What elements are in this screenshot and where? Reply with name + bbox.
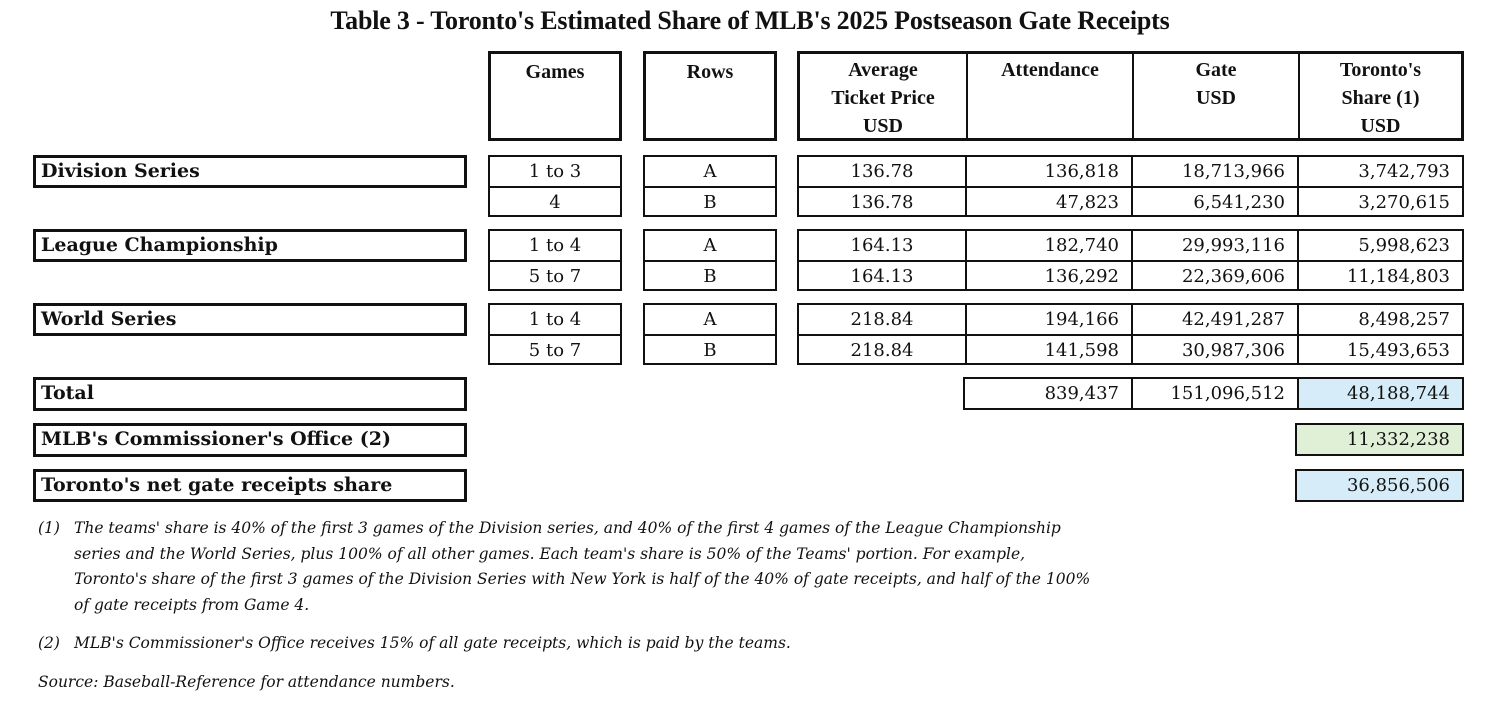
games-cell: 5 to 7 [528, 266, 582, 287]
header-avg-price-line1: Average [848, 59, 918, 81]
header-gate-line1: Gate [1195, 59, 1237, 81]
attendance-cell: 141,598 [1044, 340, 1119, 361]
table-row [799, 260, 1462, 289]
section-values-grid [797, 229, 1464, 291]
commissioner-label: MLB's Commissioner's Office (2) [41, 428, 391, 450]
avg-price-cell: 136.78 [850, 192, 914, 213]
header-share [1300, 54, 1461, 138]
section-rows-grid [643, 155, 777, 217]
games-cell: 1 to 4 [528, 309, 582, 330]
header-rows-label: Rows [686, 61, 734, 83]
table-row [645, 231, 775, 260]
header-attendance-label: Attendance [1001, 59, 1099, 81]
footnote-1 [38, 516, 1138, 618]
footnote-number: (2) [38, 634, 60, 652]
table-row [490, 334, 620, 363]
table-row [645, 334, 775, 363]
table-row [490, 305, 620, 334]
table-row [645, 260, 775, 289]
table-row [490, 231, 620, 260]
share-cell: 3,270,615 [1358, 192, 1450, 213]
games-cell: 4 [549, 192, 561, 213]
row-letter-cell: B [703, 340, 717, 361]
header-share-line1: Toronto's [1339, 59, 1422, 81]
commissioner-value: 11,332,238 [1346, 429, 1450, 450]
games-cell: 5 to 7 [528, 340, 582, 361]
section-values-grid [797, 155, 1464, 217]
section-games-grid [488, 155, 622, 217]
section-label-division-series [33, 155, 467, 188]
net-share-value-box [1295, 469, 1464, 502]
share-cell: 3,742,793 [1358, 161, 1450, 182]
table-row [645, 186, 775, 215]
header-avg-price-line3: USD [862, 115, 903, 137]
footnote-number: (1) [38, 519, 60, 537]
section-values-grid [797, 303, 1464, 365]
header-gate-line2: USD [1195, 87, 1236, 109]
attendance-cell: 47,823 [1056, 192, 1119, 213]
row-letter-cell: A [703, 161, 717, 182]
total-label: Total [41, 382, 94, 404]
row-letter-cell: A [703, 235, 717, 256]
gate-cell: 30,987,306 [1181, 340, 1285, 361]
header-share-line2: Share (1) [1341, 87, 1420, 109]
share-cell: 11,184,803 [1346, 266, 1450, 287]
row-letter-cell: B [703, 266, 717, 287]
total-values [963, 377, 1464, 410]
total-attendance: 839,437 [1044, 383, 1119, 404]
header-games [488, 51, 622, 141]
header-attendance [968, 54, 1134, 138]
table-row [799, 157, 1462, 186]
attendance-cell: 136,292 [1044, 266, 1119, 287]
total-share: 48,188,744 [1299, 379, 1462, 408]
attendance-cell: 136,818 [1044, 161, 1119, 182]
header-games-label: Games [525, 61, 585, 83]
gate-cell: 22,369,606 [1181, 266, 1285, 287]
games-cell: 1 to 3 [528, 161, 582, 182]
header-avg-price-line2: Ticket Price [831, 87, 935, 109]
table-row [490, 186, 620, 215]
attendance-cell: 182,740 [1044, 235, 1119, 256]
header-rows [643, 51, 777, 141]
section-rows-grid [643, 303, 777, 365]
header-values [797, 51, 1464, 141]
footnote-2 [38, 631, 1138, 657]
net-share-label-box [33, 469, 467, 502]
section-label-text: League Championship [41, 234, 278, 256]
share-cell: 5,998,623 [1358, 235, 1450, 256]
share-cell: 15,493,653 [1346, 340, 1450, 361]
net-share-value: 36,856,506 [1346, 475, 1450, 496]
table-row [799, 231, 1462, 260]
gate-cell: 29,993,116 [1181, 235, 1285, 256]
section-label-text: World Series [41, 308, 177, 330]
gate-cell: 18,713,966 [1181, 161, 1285, 182]
table-row [645, 305, 775, 334]
total-gate: 151,096,512 [1170, 383, 1285, 404]
section-label-league-championship [33, 229, 467, 262]
section-games-grid [488, 303, 622, 365]
footnote-text: The teams' share is 40% of the first 3 games of the Division series, and 40% of the first 4 games of the League Championship series and the World Series, plus 100% of all other games. Each team's share is 50% of the Teams' portion. For example, Toronto's share of the first 3 games of the Division Series with New York is half of the 40% of gate receipts, and half of the 100% of gate receipts from Game 4. [74, 519, 1091, 614]
page-title: Table 3 - Toronto's Estimated Share of MLB's 2025 Postseason Gate Receipts [330, 6, 1170, 35]
avg-price-cell: 164.13 [850, 235, 914, 256]
avg-price-cell: 218.84 [850, 340, 914, 361]
source-note: Source: Baseball-Reference for attendance numbers. [38, 672, 455, 691]
table-row [490, 157, 620, 186]
header-gate [1134, 54, 1300, 138]
section-label-text: Division Series [41, 160, 200, 182]
commissioner-value-box [1295, 423, 1464, 456]
row-letter-cell: A [703, 309, 717, 330]
section-games-grid [488, 229, 622, 291]
table-row [799, 305, 1462, 334]
table-row [799, 186, 1462, 215]
table-row [490, 260, 620, 289]
net-share-label: Toronto's net gate receipts share [41, 474, 393, 496]
section-rows-grid [643, 229, 777, 291]
games-cell: 1 to 4 [528, 235, 582, 256]
avg-price-cell: 164.13 [850, 266, 914, 287]
gate-cell: 42,491,287 [1181, 309, 1285, 330]
section-label-world-series [33, 303, 467, 336]
commissioner-label-box [33, 423, 467, 457]
share-cell: 8,498,257 [1358, 309, 1450, 330]
header-avg-price [800, 54, 968, 138]
row-letter-cell: B [703, 192, 717, 213]
table-row [799, 334, 1462, 363]
avg-price-cell: 136.78 [850, 161, 914, 182]
avg-price-cell: 218.84 [850, 309, 914, 330]
footnotes [38, 516, 1138, 695]
gate-cell: 6,541,230 [1193, 192, 1285, 213]
total-label-box [33, 377, 467, 411]
attendance-cell: 194,166 [1044, 309, 1119, 330]
table-row [645, 157, 775, 186]
header-share-line3: USD [1360, 115, 1401, 137]
footnote-text: MLB's Commissioner's Office receives 15% of all gate receipts, which is paid by the teams. [74, 634, 791, 652]
